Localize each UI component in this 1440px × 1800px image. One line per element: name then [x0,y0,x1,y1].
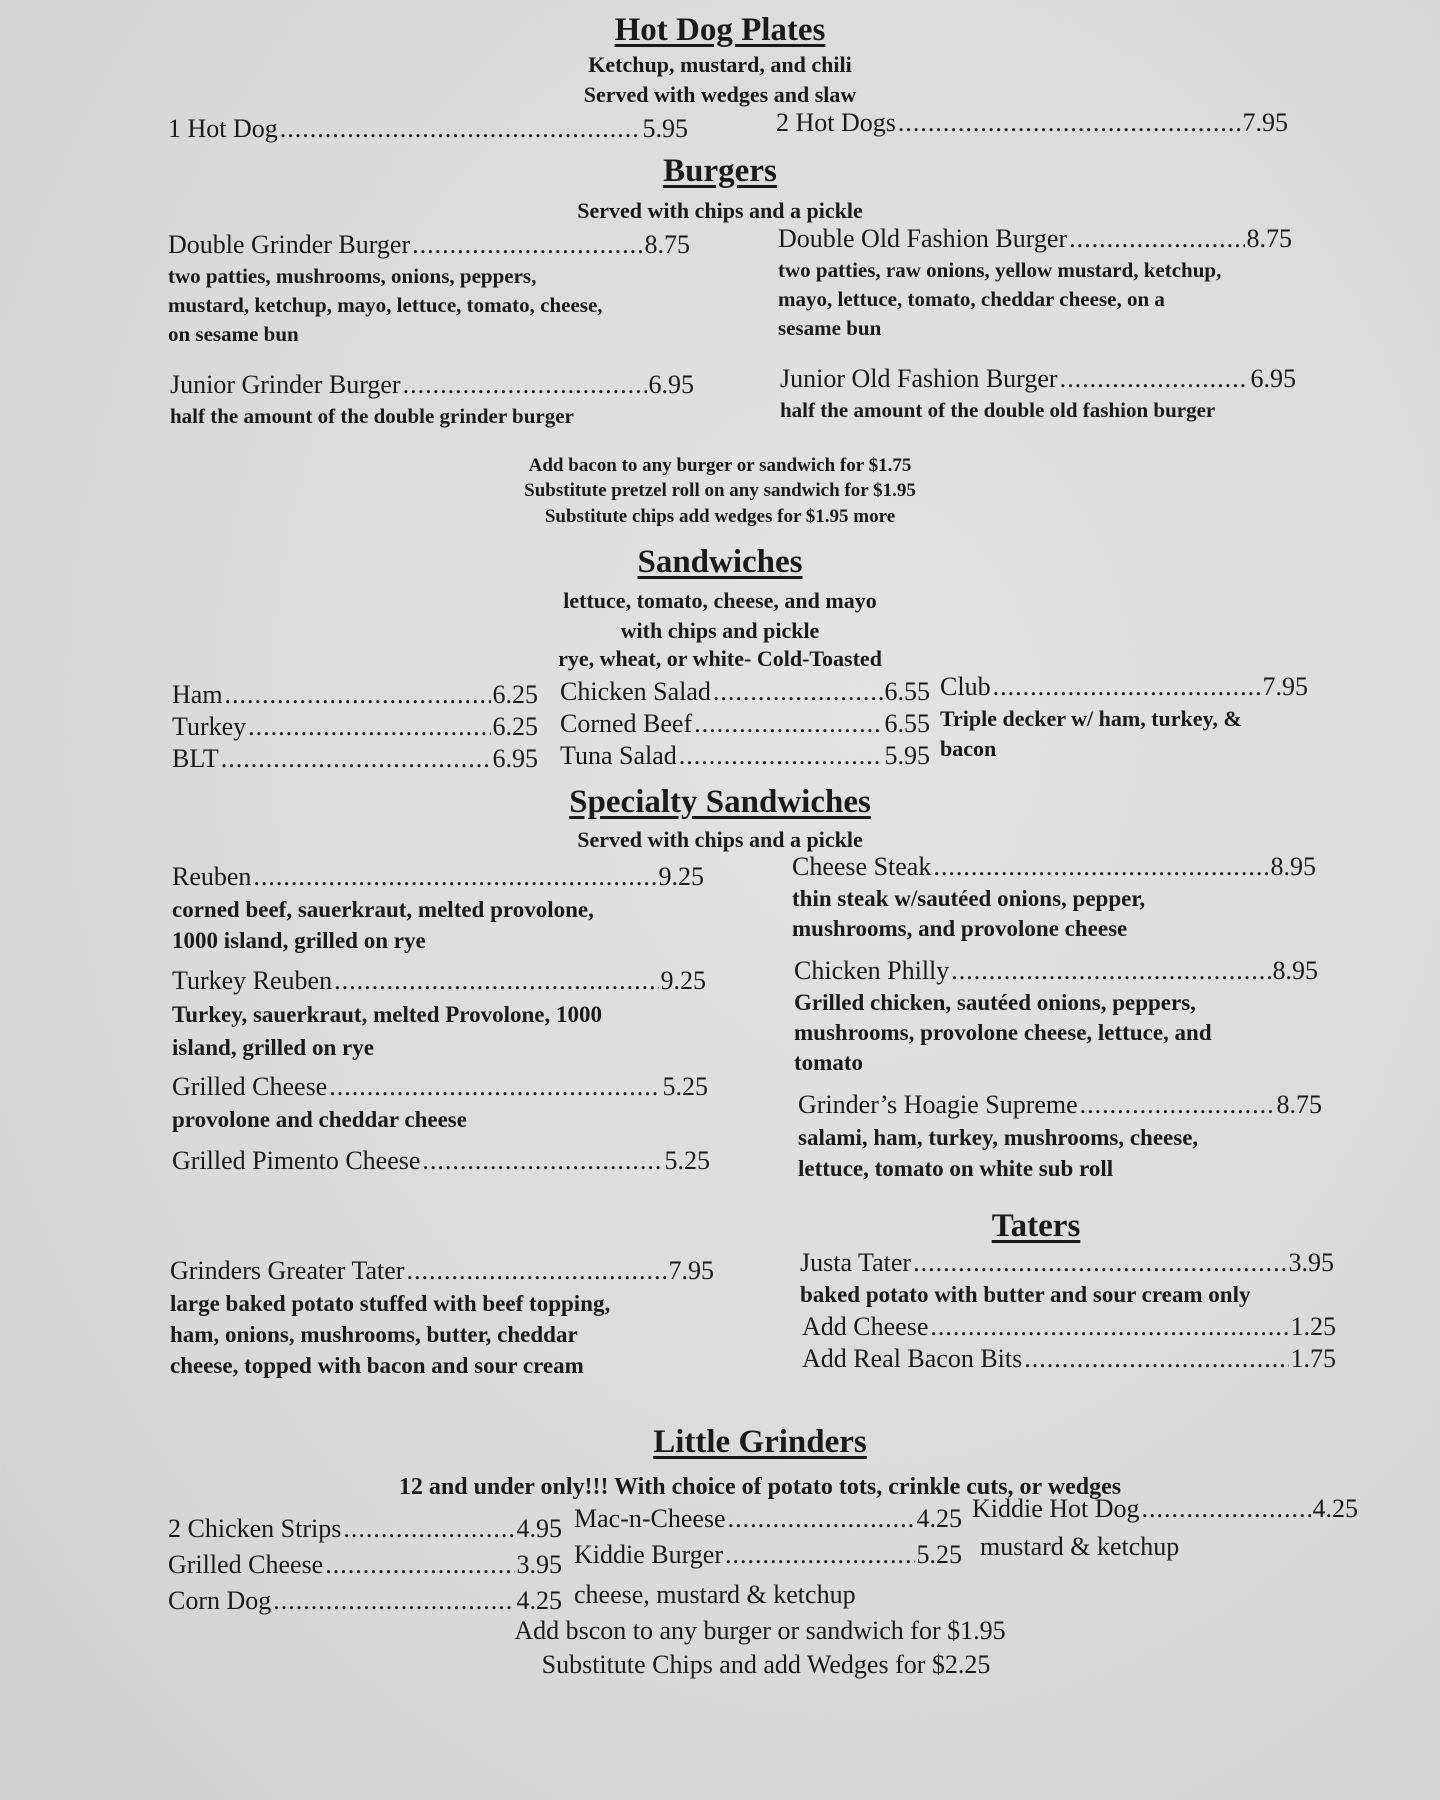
little-grinders-note-2: Substitute Chips and add Wedges for $2.25 [541,1650,991,1679]
item-price: 1.25 [1290,1312,1336,1341]
item-name: Chicken Philly [794,956,950,985]
item-name: Grilled Cheese [168,1550,324,1579]
menu-item-2-hot-dogs [776,108,1288,138]
menu-item-turkey [172,712,538,742]
sandwiches-subtitle-1: lettuce, tomato, cheese, and mayo [563,588,877,613]
sandwiches-title: Sandwiches [637,544,803,580]
item-price: 3.95 [1288,1248,1334,1277]
burgers-subtitle: Served with chips and a pickle [577,198,863,223]
menu-item-chicken-salad [560,677,930,707]
item-price: 6.25 [492,680,538,709]
burgers-note-3: Substitute chips add wedges for $1.95 more [544,506,896,527]
item-name: Mac-n-Cheese [574,1504,726,1533]
menu-item-double-old-fashion-burger [778,224,1292,343]
item-name: Corn Dog [168,1586,272,1615]
item-price: 7.95 [668,1256,714,1285]
sandwiches-subtitle-3: rye, wheat, or white- Cold-Toasted [558,646,882,671]
item-name: BLT [172,744,219,773]
item-price: 4.25 [516,1586,562,1615]
kiddie-hot-dog-description: mustard & ketchup [980,1532,1180,1561]
item-description: provolone and cheddar cheese [172,1107,467,1132]
item-description: baked potato with butter and sour cream only [800,1282,1251,1307]
item-name: Kiddie Hot Dog [972,1494,1140,1523]
item-price: 6.95 [492,744,538,773]
specialty-sandwiches-title: Specialty Sandwiches [569,784,871,820]
menu-item-blt [172,744,538,774]
menu-item-junior-grinder-burger [170,370,694,431]
item-name: Double Grinder Burger [168,230,411,259]
item-price: 3.95 [516,1550,562,1579]
item-description: half the amount of the double old fashion burger [780,398,1216,422]
item-price: 8.75 [1246,224,1292,253]
burgers-note-1: Add bacon to any burger or sandwich for $1.75 [528,455,912,476]
item-name: Double Old Fashion Burger [778,224,1068,253]
item-description: thin steak w/sautéed onions, pepper, mushrooms, and provolone cheese [792,886,1146,941]
little-grinders-title: Little Grinders [653,1424,867,1460]
item-name: Turkey Reuben [172,966,333,995]
item-price: 8.95 [1270,852,1316,881]
item-price: 4.95 [516,1514,562,1543]
item-name: Club [940,672,991,701]
item-price: 5.25 [662,1072,708,1101]
item-name: 2 Hot Dogs [776,108,896,137]
menu-item-add-real-bacon-bits [802,1344,1336,1374]
item-price: 6.55 [884,677,930,706]
item-name: Grilled Pimento Cheese [172,1146,421,1175]
item-description: Turkey, sauerkraut, melted Provolone, 1000 island, grilled on rye [172,1002,602,1060]
menu-item-2-chicken-strips [168,1514,562,1544]
item-name: Tuna Salad [560,741,677,770]
item-name: Junior Grinder Burger [170,370,401,399]
burgers-title: Burgers [663,153,777,189]
sandwiches-subtitle-2: with chips and pickle [620,618,820,643]
item-name: Junior Old Fashion Burger [780,364,1058,393]
item-description: Grilled chicken, sautéed onions, peppers, mushrooms, provolone cheese, lettuce, and tomato [794,990,1212,1075]
item-price: 8.75 [1276,1090,1322,1119]
item-price: 6.25 [492,712,538,741]
item-price: 5.25 [664,1146,710,1175]
hot-dog-plates-title: Hot Dog Plates [614,12,826,48]
item-price: 5.95 [642,114,688,143]
item-price: 9.25 [660,966,706,995]
menu-item-justa-tater [800,1248,1334,1310]
menu-item-turkey-reuben [172,966,706,1064]
item-description: corned beef, sauerkraut, melted provolone, 1000 island, grilled on rye [172,897,594,953]
menu-item-grilled-pimento-cheese [172,1146,710,1176]
item-price: 7.95 [1242,108,1288,137]
taters-title: Taters [991,1208,1081,1244]
item-name: 2 Chicken Strips [168,1514,342,1543]
item-name: Cheese Steak [792,852,932,881]
item-name: Add Cheese [802,1312,929,1341]
menu-item-cheese-steak [792,852,1316,944]
item-description: large baked potato stuffed with beef topping, ham, onions, mushrooms, butter, cheddar cheese, topped with bacon and sour cream [170,1291,611,1378]
item-description: two patties, raw onions, yellow mustard, ketchup, mayo, lettuce, tomato, cheddar cheese, on a sesame bun [778,258,1222,340]
little-grinders-note-1: Add bscon to any burger or sandwich for $1.95 [514,1616,1006,1645]
item-name: Justa Tater [800,1248,912,1277]
menu-item-chicken-philly [794,956,1318,1078]
item-price: 1.75 [1290,1344,1336,1373]
kiddie-burger-description: cheese, mustard & ketchup [574,1580,856,1609]
item-price: 6.55 [884,709,930,738]
menu-item-reuben [172,862,704,956]
item-price: 6.95 [1250,364,1296,393]
menu-item-grinders-greater-tater [170,1256,714,1381]
little-grinders-subtitle: 12 and under only!!! With choice of potato tots, crinkle cuts, or wedges [398,1474,1122,1500]
menu-item-kiddie-hot-dog [972,1494,1358,1524]
menu-item-kiddie-burger [574,1540,962,1570]
item-name: Grinder’s Hoagie Supreme [798,1090,1078,1119]
menu-item-corn-dog [168,1586,562,1616]
item-price: 7.95 [1262,672,1308,701]
item-description: two patties, mushrooms, onions, peppers, mustard, ketchup, mayo, lettuce, tomato, cheese, on sesame bun [168,264,603,346]
item-name: Corned Beef [560,709,693,738]
menu-item-corned-beef [560,709,930,739]
item-name: Reuben [172,862,252,891]
menu-item-grinders-hoagie-supreme [798,1090,1322,1184]
menu-item-club [940,672,1308,764]
specialty-subtitle: Served with chips and a pickle [577,827,863,852]
item-name: Add Real Bacon Bits [802,1344,1023,1373]
item-price: 5.95 [884,741,930,770]
burgers-note-2: Substitute pretzel roll on any sandwich for $1.95 [524,480,916,501]
item-price: 9.25 [658,862,704,891]
item-description: Triple decker w/ ham, turkey, & bacon [940,706,1242,761]
menu-item-mac-n-cheese [574,1504,962,1534]
item-description: salami, ham, turkey, mushrooms, cheese, lettuce, tomato on white sub roll [798,1125,1199,1181]
item-name: Grinders Greater Tater [170,1256,405,1285]
item-price: 5.25 [916,1540,962,1569]
menu-item-add-cheese [802,1312,1336,1342]
menu-item-grilled-cheese [172,1072,708,1135]
item-price: 4.25 [1312,1494,1358,1523]
menu-item-ham [172,680,538,710]
item-name: 1 Hot Dog [168,114,278,143]
item-name: Grilled Cheese [172,1072,328,1101]
item-price: 4.25 [916,1504,962,1533]
item-name: Kiddie Burger [574,1540,723,1569]
menu-item-grilled-cheese-kids [168,1550,562,1580]
hot-dog-plates-subtitle-2: Served with wedges and slaw [583,82,857,107]
item-price: 8.75 [644,230,690,259]
item-name: Ham [172,680,223,709]
menu-item-1-hot-dog [168,114,688,144]
item-description: half the amount of the double grinder burger [170,404,574,428]
item-price: 8.95 [1272,956,1318,985]
menu-item-tuna-salad [560,741,930,771]
menu-item-junior-old-fashion-burger [780,364,1296,425]
menu-item-double-grinder-burger [168,230,690,349]
item-name: Chicken Salad [560,677,711,706]
item-name: Turkey [172,712,247,741]
hot-dog-plates-subtitle-1: Ketchup, mustard, and chili [588,52,852,77]
item-price: 6.95 [648,370,694,399]
